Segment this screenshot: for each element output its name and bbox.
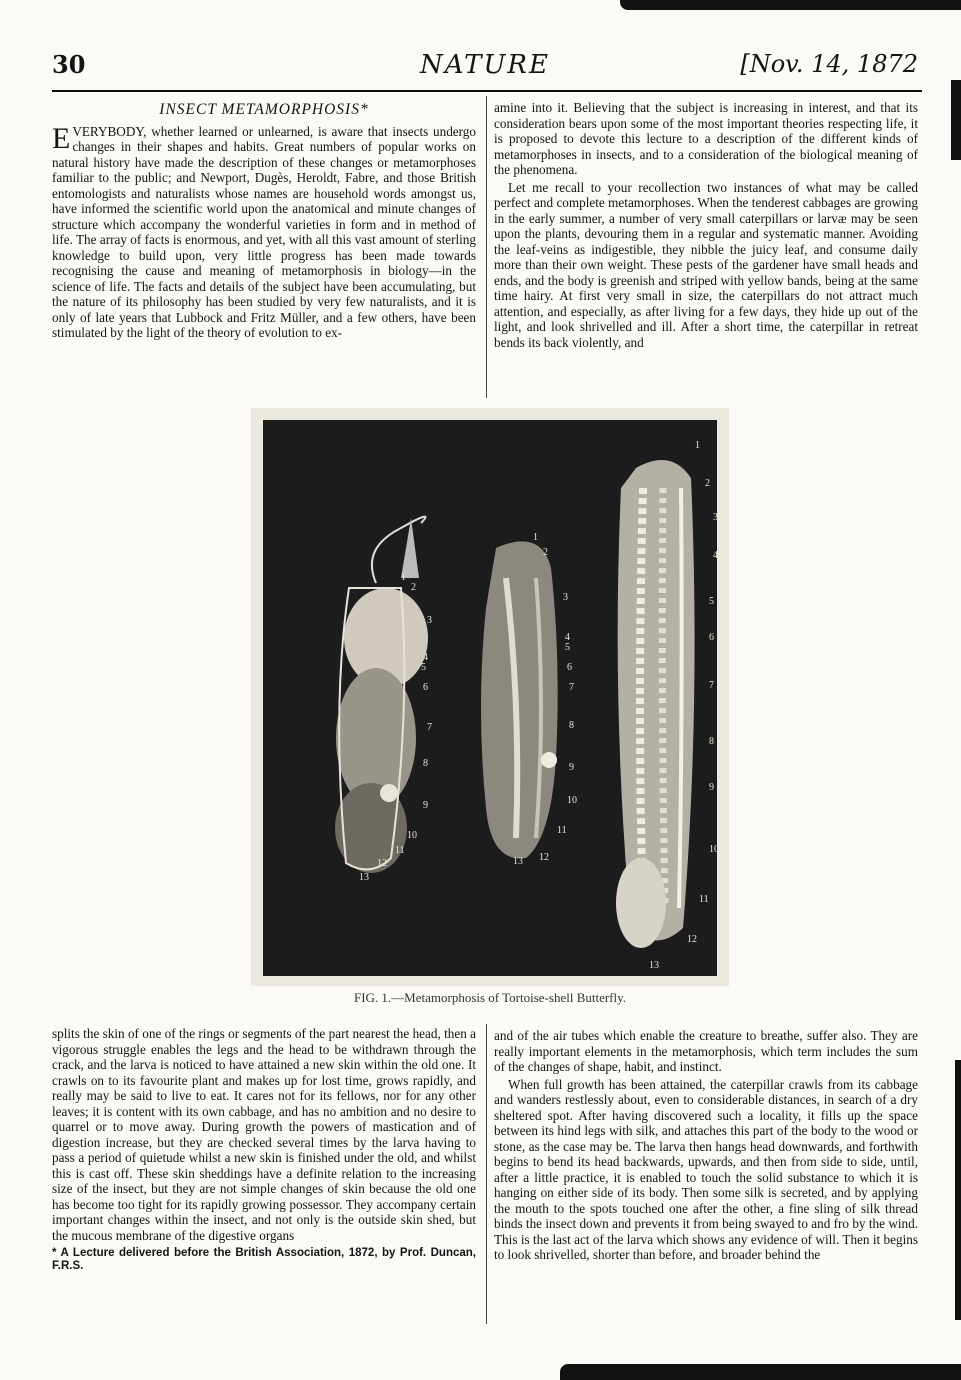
- paragraph: When full growth has been attained, the caterpillar crawls from its cabbage and wanders restlessly about, even to considerable distances, in search of a dry sheltered spot. After having discovered such a locality, it fills up the space between its hind legs with silk, and attaches this part of the body to the wood or stone, as the case may be. The larva then hangs head downwards, and forthwith begins to bend its head backwards, upwards, and then from side to side, until, after a little practice, it is enabled to touch the solid substance to which it is hanging on either side of its body. Then some silk is secreted, and by applying the mouth to the spots touched one after the other, a fine sling of silk thread binds the insect down and prevents it from being swayed to and fro by the wind. This is the last act of the larva which shows any evidence of will. Then it begins to look shrivelled, shorter than before, and broader behind the: [494, 1076, 918, 1262]
- issue-date: [Nov. 14, 1872: [740, 50, 918, 78]
- article-column-bottom-right: [494, 1028, 918, 1265]
- figure-engraving: [251, 408, 729, 986]
- label: 11: [699, 894, 709, 905]
- article-column-top-right: [494, 100, 918, 352]
- paragraph: amine into it. Believing that the subject is increasing in interest, and that its consideration bears upon some of the most important theories respecting life, it is proposed to devote this lecture to a description of the different kinds of metamorphoses in insects, and to a consideration of the biological meaning of the phenomena.: [494, 100, 918, 177]
- header-rule: [52, 90, 922, 92]
- label: 9: [569, 762, 574, 773]
- scan-edge-right-1: [951, 80, 961, 160]
- label: 8: [569, 720, 574, 731]
- label: 10: [709, 844, 719, 855]
- label: 2: [543, 547, 548, 558]
- label: 7: [569, 682, 574, 693]
- label: 11: [557, 825, 567, 836]
- metamorphosis-illustration: [251, 408, 729, 986]
- middle-specimen: [481, 541, 558, 858]
- label: 1: [695, 440, 700, 451]
- right-specimen: [616, 460, 695, 948]
- label: 2: [411, 582, 416, 593]
- footnote: * A Lecture delivered before the British Association, 1872, by Prof. Duncan, F.R.S.: [52, 1247, 476, 1272]
- label: 12: [377, 858, 387, 869]
- label: 13: [359, 872, 369, 883]
- label: 9: [423, 800, 428, 811]
- column-divider-bottom: [486, 1024, 487, 1324]
- label: 7: [427, 722, 432, 733]
- scan-edge-right-2: [955, 1060, 961, 1320]
- label: 8: [709, 736, 714, 747]
- scan-edge-top: [620, 0, 961, 10]
- label: 13: [649, 960, 659, 971]
- article-column-top-left: [52, 102, 476, 343]
- label: 9: [709, 782, 714, 793]
- label: 12: [539, 852, 549, 863]
- label: 5: [421, 662, 426, 673]
- column-divider-top: [486, 96, 487, 398]
- label: 10: [567, 795, 577, 806]
- journal-title: NATURE: [420, 50, 550, 80]
- article-column-bottom-left: [52, 1026, 476, 1273]
- label: 13: [513, 856, 523, 867]
- label: 6: [423, 682, 428, 693]
- label: 3: [713, 512, 718, 523]
- scan-edge-bottom: [560, 1364, 961, 1380]
- article-title: INSECT METAMORPHOSIS*: [159, 101, 369, 118]
- page-number: 30: [52, 50, 86, 79]
- paragraph: splits the skin of one of the rings or segments of the part nearest the head, then a vigorous struggle enables the legs and the head to be withdrawn through the crack, and the larva is noticed to have attained a new skin within the old one. It crawls on to its favourite plant and makes up for lost time, grows rapidly, and really may be said to live to eat. It cares not for its fellows, nor for any other leaves; it is content with its own cabbage, and has no ambition and no desire to quarrel or to move away. During growth the powers of mastication and of digestion increase, but they are checked several times by the larva having to pass a period of quietude whilst a new skin is finished under the old, and whilst this is cast off. These skin sheddings have a definite relation to the increasing size of the insect, but they are not simple changes of skin because the old one has become too tight for its rapidly growing possessor. They accompany certain important changes within the insect, and not only is the outside skin shed, but the mucous membrane of the digestive organs: [52, 1026, 476, 1243]
- label: 6: [709, 632, 714, 643]
- label: 5: [565, 642, 570, 653]
- label: 1: [401, 572, 406, 583]
- running-header: [52, 50, 918, 86]
- label: 3: [427, 615, 432, 626]
- opening-paragraph-text: VERYBODY, whether learned or unlearned, is aware that insects undergo changes in their shapes and habits. Great numbers of popular works on natural history have made the description of these changes or metamorphoses familiar to the public; and Newport, Dugès, Heroldt, Fabre, and those British entomologists and naturalists whose names are household words amongst us, have informed the scientific world upon the anatomical and minute changes of structure which accompany the wonderful varieties in form and in method of life. The array of facts is enormous, and yet, with all this vast amount of sterling knowledge to build upon, very little progress has been made towards recognising the cause and meaning of metamorphosis in biology—in the science of life. The facts and details of the subject have been accumulating, but the nature of its philosophy has been studied by very few naturalists, and it is only of late years that Lubbock and Fritz Müller, and a few others, have been stimulated by the light of the theory of evolution to ex-: [52, 123, 476, 340]
- label: 2: [705, 478, 710, 489]
- label: 5: [709, 596, 714, 607]
- paragraph: and of the air tubes which enable the creature to breathe, suffer also. They are really important elements in the metamorphosis, which term includes the sum of the changes of shape, habit, and instinct.: [494, 1028, 918, 1074]
- label: 8: [423, 758, 428, 769]
- label: 4: [565, 632, 570, 643]
- label: 1: [533, 532, 538, 543]
- label: 3: [563, 592, 568, 603]
- label: 7: [709, 680, 714, 691]
- label: 4: [713, 550, 718, 561]
- label: 4: [423, 652, 428, 663]
- drop-cap: E: [52, 121, 71, 155]
- opening-paragraph: [52, 121, 476, 341]
- label: 12: [687, 934, 697, 945]
- label: 10: [407, 830, 417, 841]
- label: 6: [567, 662, 572, 673]
- figure-caption: FIG. 1.—Metamorphosis of Tortoise-shell Butterfly.: [353, 990, 627, 1005]
- paragraph: Let me recall to your recollection two instances of what may be called perfect and complete metamorphoses. When the tenderest cabbages are growing in the early summer, a number of very small caterpillars or larvæ may be seen upon the plants, devouring them in a regular and systematic manner. Avoiding the leaf-veins as indigestible, they nibble the juicy leaf, and consume daily more than their own weight. These pests of the gardener have small heads and ends, and the body is greenish and striped with yellow bands, being at the same time hairy. At first very small in size, the caterpillars do not attract much attention, and especially, as after living for a few days, they hide up out of the light, and look shrivelled and ill. After a short time, the caterpillar in retreat bends its back violently, and: [494, 179, 918, 350]
- label: 11: [395, 845, 405, 856]
